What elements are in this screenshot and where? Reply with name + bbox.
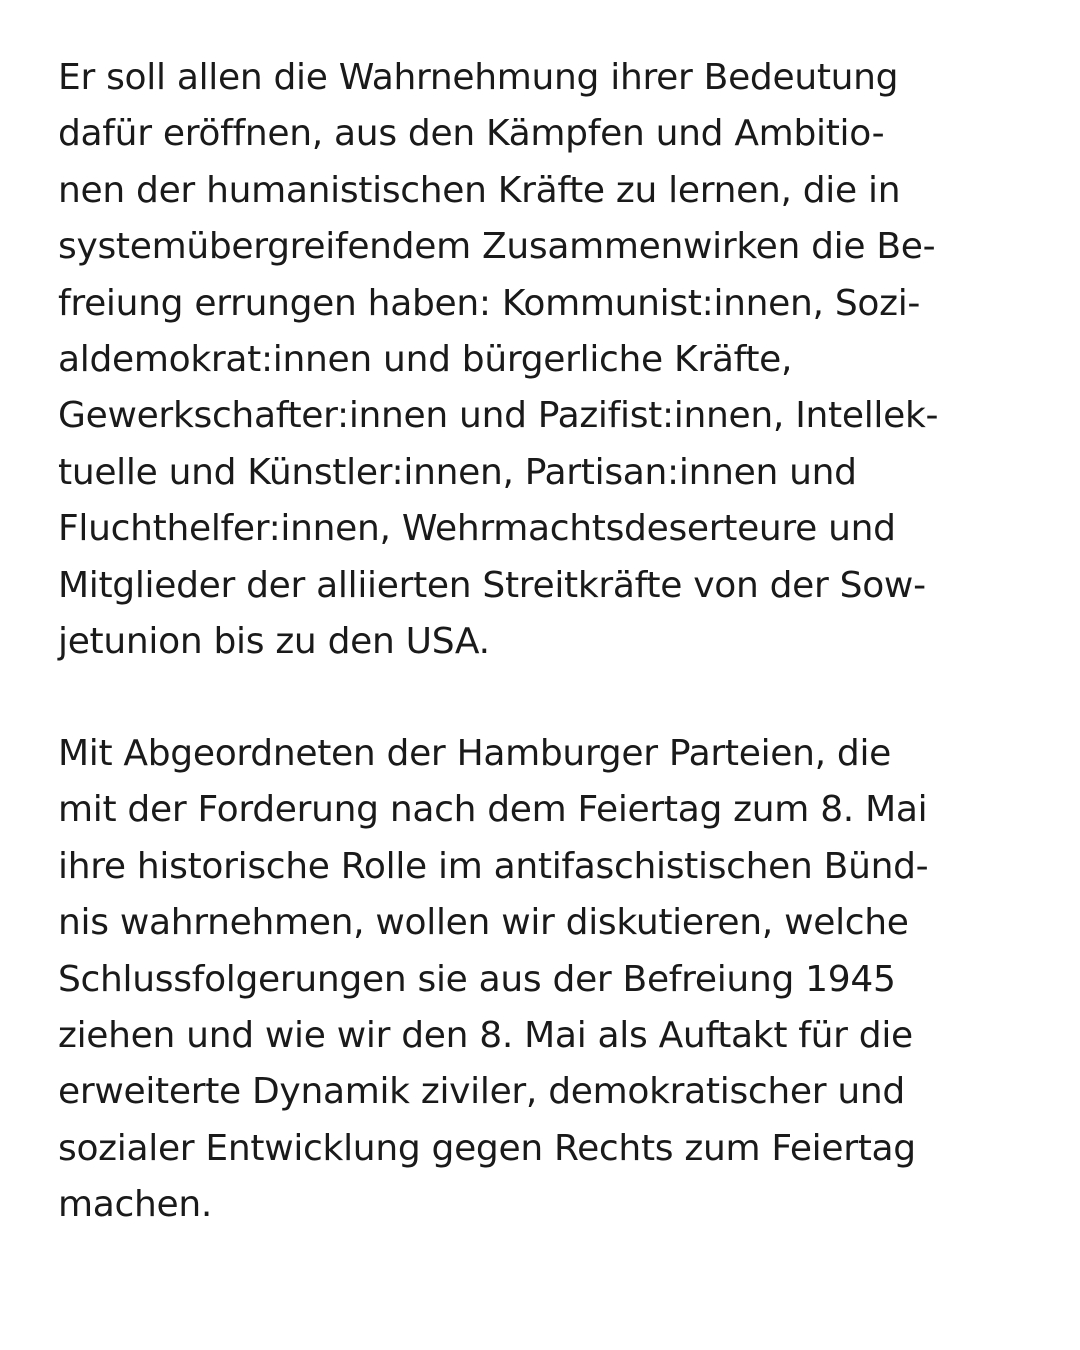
paragraph-line: sozialer Entwicklung gegen Rechts zum Feiertag: [58, 1127, 916, 1169]
paragraph-line: nis wahrnehmen, wollen wir diskutieren, welche: [58, 902, 909, 944]
paragraph-line: erweiterte Dynamik ziviler, demokratischer und: [58, 1071, 905, 1113]
paragraph-line: freiung errungen haben: Kommunist:innen, Sozi-: [58, 282, 921, 324]
paragraph-line: Er soll allen die Wahrnehmung ihrer Bedeutung: [58, 57, 899, 98]
paragraph-line: mit der Forderung nach dem Feiertag zum 8. Mai: [58, 789, 928, 831]
paragraph-line: Mitglieder der alliierten Streitkräfte von der Sow-: [58, 564, 926, 606]
paragraph-line: Schlussfolgerungen sie aus der Befreiung 1945: [58, 958, 896, 1000]
paragraph-diskussion: [58, 726, 1048, 1234]
paragraph-line: dafür eröffnen, aus den Kämpfen und Ambitio-: [58, 113, 885, 155]
paragraph-line: ziehen und wie wir den 8. Mai als Auftakt für die: [58, 1015, 913, 1057]
paragraph-line: nen der humanistischen Kräfte zu lernen, die in: [58, 169, 901, 211]
paragraph-befreiung: [58, 50, 1048, 670]
paragraph-line: aldemokrat:innen und bürgerliche Kräfte,: [58, 339, 793, 381]
paragraph-line: Fluchthelfer:innen, Wehrmachtsdeserteure und: [58, 508, 896, 550]
paragraph-line: ihre historische Rolle im antifaschistischen Bünd-: [58, 845, 929, 887]
paragraph-line: tuelle und Künstler:innen, Partisan:innen und: [58, 451, 857, 493]
paragraph-line: machen.: [58, 1184, 213, 1226]
paragraph-line: Gewerkschafter:innen und Pazifist:innen, Intellek-: [58, 395, 939, 437]
paragraph-line: systemübergreifendem Zusammenwirken die Be-: [58, 226, 936, 268]
paragraph-line: jetunion bis zu den USA.: [58, 621, 490, 663]
paragraph-line: Mit Abgeordneten der Hamburger Parteien, die: [58, 733, 892, 774]
